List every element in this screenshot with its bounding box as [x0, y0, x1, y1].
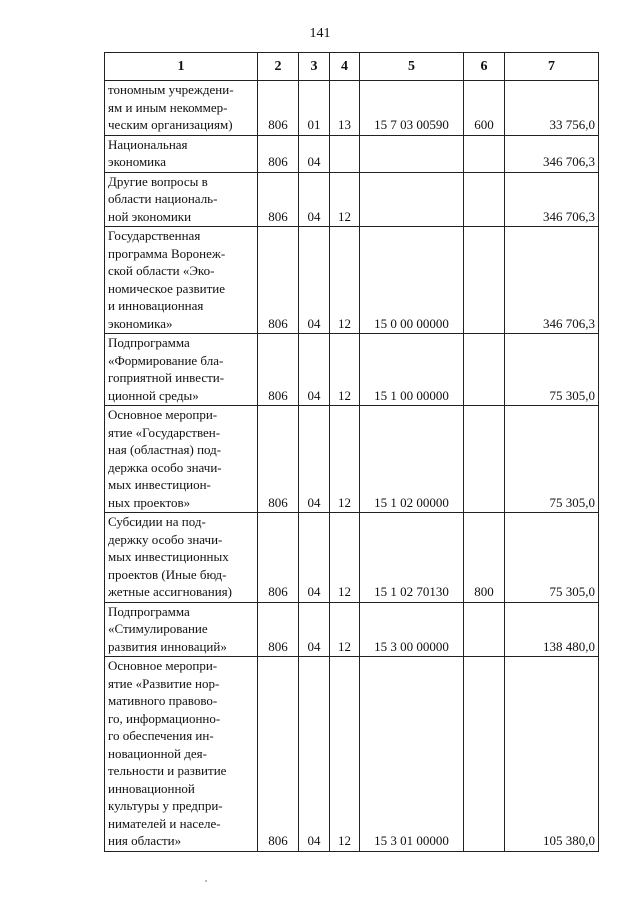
- cell-col-6: [464, 172, 505, 227]
- cell-col-7: 105 380,0: [505, 657, 599, 852]
- budget-table: [104, 52, 599, 852]
- cell-name: Субсидии на под- держку особо значи- мых инвестиционных проектов (Иные бюд- жетные ассигнования): [105, 513, 258, 603]
- cell-col-2: 806: [258, 657, 299, 852]
- cell-name: Подпрограмма «Стимулирование развития инноваций»: [105, 602, 258, 657]
- table-row: [105, 172, 599, 227]
- cell-col-2: 806: [258, 602, 299, 657]
- column-header-2: 2: [258, 53, 299, 81]
- cell-col-3: 04: [299, 334, 330, 406]
- table-row: [105, 657, 599, 852]
- cell-col-7: 138 480,0: [505, 602, 599, 657]
- column-header-1: 1: [105, 53, 258, 81]
- cell-col-7: 346 706,3: [505, 227, 599, 334]
- cell-col-2: 806: [258, 81, 299, 136]
- cell-col-2: 806: [258, 227, 299, 334]
- table-row: [105, 227, 599, 334]
- cell-col-3: 04: [299, 513, 330, 603]
- cell-col-3: 04: [299, 135, 330, 172]
- cell-col-5: [360, 135, 464, 172]
- cell-name: Подпрограмма «Формирование бла- гоприятной инвести- ционной среды»: [105, 334, 258, 406]
- column-header-6: 6: [464, 53, 505, 81]
- table-row: [105, 135, 599, 172]
- page-number: 141: [309, 26, 331, 41]
- cell-col-7: 346 706,3: [505, 135, 599, 172]
- cell-col-2: 806: [258, 513, 299, 603]
- cell-col-3: 04: [299, 172, 330, 227]
- cell-name: Государственная программа Воронеж- ской области «Эко- номическое развитие и инновационная экономика»: [105, 227, 258, 334]
- cell-col-7: 75 305,0: [505, 406, 599, 513]
- cell-col-4: 12: [330, 406, 360, 513]
- cell-name: Основное меропри- ятие «Развитие нор- мативного правово- го, информационно- го обеспечения ин- новационной дея- тельности и развитие инновационной культуры у предпри- нимателей и населе- ния области»: [105, 657, 258, 852]
- cell-col-4: 13: [330, 81, 360, 136]
- cell-col-5: 15 3 01 00000: [360, 657, 464, 852]
- cell-col-2: 806: [258, 135, 299, 172]
- cell-name: Основное меропри- ятие «Государствен- ная (областная) под- держка особо значи- мых инвестицион- ных проектов»: [105, 406, 258, 513]
- cell-col-3: 04: [299, 406, 330, 513]
- cell-col-6: [464, 334, 505, 406]
- column-header-3: 3: [299, 53, 330, 81]
- cell-col-7: 75 305,0: [505, 334, 599, 406]
- cell-name: тономным учреждени- ям и иным некоммер- ческим организациям): [105, 81, 258, 136]
- cell-col-7: 75 305,0: [505, 513, 599, 603]
- cell-col-3: 04: [299, 227, 330, 334]
- table-row: [105, 406, 599, 513]
- scan-speck: [205, 880, 207, 882]
- cell-col-4: 12: [330, 513, 360, 603]
- cell-name: Национальная экономика: [105, 135, 258, 172]
- cell-col-6: [464, 657, 505, 852]
- cell-name: Другие вопросы в области националь- ной экономики: [105, 172, 258, 227]
- cell-col-6: 800: [464, 513, 505, 603]
- cell-col-7: 346 706,3: [505, 172, 599, 227]
- cell-col-5: 15 1 02 00000: [360, 406, 464, 513]
- cell-col-6: [464, 135, 505, 172]
- cell-col-2: 806: [258, 406, 299, 513]
- cell-col-3: 04: [299, 657, 330, 852]
- column-header-7: 7: [505, 53, 599, 81]
- cell-col-5: 15 1 00 00000: [360, 334, 464, 406]
- table-row: [105, 513, 599, 603]
- column-header-4: 4: [330, 53, 360, 81]
- cell-col-3: 01: [299, 81, 330, 136]
- cell-col-5: 15 3 00 00000: [360, 602, 464, 657]
- cell-col-2: 806: [258, 334, 299, 406]
- table-row: [105, 602, 599, 657]
- cell-col-5: 15 0 00 00000: [360, 227, 464, 334]
- cell-col-6: [464, 227, 505, 334]
- table-body: [105, 81, 599, 852]
- table-row: [105, 81, 599, 136]
- column-header-5: 5: [360, 53, 464, 81]
- cell-col-4: 12: [330, 602, 360, 657]
- cell-col-4: 12: [330, 172, 360, 227]
- cell-col-5: 15 1 02 70130: [360, 513, 464, 603]
- cell-col-5: 15 7 03 00590: [360, 81, 464, 136]
- cell-col-3: 04: [299, 602, 330, 657]
- cell-col-2: 806: [258, 172, 299, 227]
- cell-col-5: [360, 172, 464, 227]
- cell-col-4: 12: [330, 657, 360, 852]
- cell-col-4: 12: [330, 227, 360, 334]
- cell-col-6: [464, 602, 505, 657]
- cell-col-6: [464, 406, 505, 513]
- cell-col-7: 33 756,0: [505, 81, 599, 136]
- header-row: [105, 53, 599, 81]
- cell-col-4: [330, 135, 360, 172]
- cell-col-4: 12: [330, 334, 360, 406]
- table-row: [105, 334, 599, 406]
- cell-col-6: 600: [464, 81, 505, 136]
